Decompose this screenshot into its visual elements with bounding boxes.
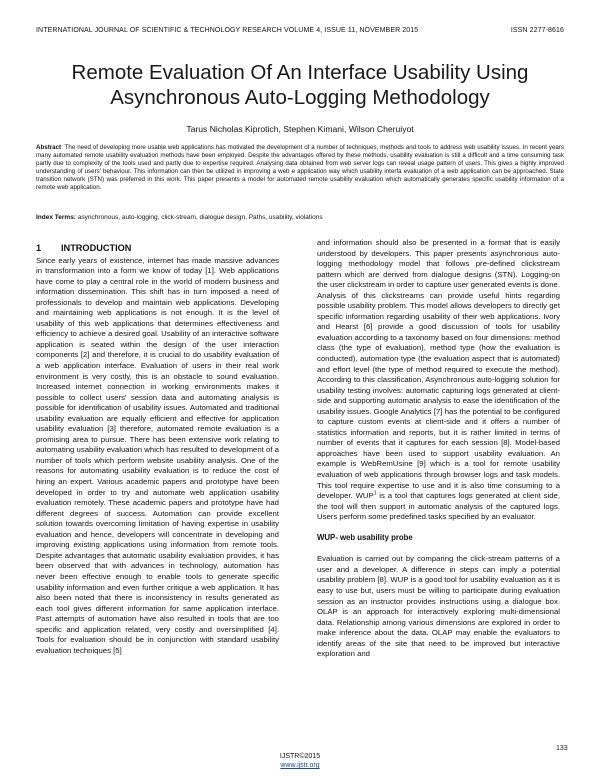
abstract-label: Abstract: [36, 144, 62, 151]
left-column: [36, 243, 279, 656]
journal-header: [36, 27, 564, 34]
title-line-2: Asynchronous Auto-Logging Methodology: [110, 86, 490, 109]
section-title: INTRODUCTION: [61, 243, 132, 253]
section-heading: [36, 243, 279, 254]
section-number: 1: [36, 243, 42, 253]
footnote-marker: 1: [373, 490, 377, 497]
subsection-heading: WUP- web usability probe: [317, 532, 413, 542]
index-terms-text: asynchronous, auto-logging, click-stream, dialogue design, Paths, usability, violations: [75, 214, 323, 221]
right-column: [317, 238, 560, 660]
issn: ISSN 2277-8616: [510, 27, 564, 34]
footer-org: IJSTR©2015: [279, 753, 321, 760]
paper-title: [20, 60, 580, 110]
journal-name: INTERNATIONAL JOURNAL OF SCIENTIFIC & TECHNOLOGY RESEARCH VOLUME 4, ISSUE 11, NOVEMBER 2015: [36, 27, 419, 34]
intro-text-a: and information should also be presented in a format that is easily understood by developers. This paper presents asynchronous auto-logging methodology model that follows pre-defined clickstream pattern which are derived from dialogue designs (STN). Logging-on the user clickstream in order to capture user generated events is done. Analysis of this clickstreams can provide useful hints regarding possible usability problem. This model allows developers to directly get specific information regarding usability of their web applications. Ivory and Hearst [6] provide a good discussion of tools for usability evaluation according to a taxonomy based on four dimensions: method class (the type of evaluation), method type (how the evaluation is conducted), automation type (the evaluation aspect that is automated) and effort level (the type of method required to execute the method). According to this classification, Asynchronous auto-logging solution for usability testing involves: automatic capturing logs generated at client-side and supporting automatic analysis to ease the identification of the usability issues. Google Analytics [7] has the potential to be configured to capture custom events at client-side and it offers a number of statistics information and reports, but it is rather limited in terms of number of events that it captures for each session [8]. Model-based approaches have been used to support usability evaluation. An example is WebRemUsine [9] which is a tool for remote usability evaluation of web applications through browser logs and task models. This tool require expertise to use and it is also time consuming to a developer. WUP: [317, 238, 560, 501]
intro-paragraph-left: Since early years of existence, internet has made massive advances in transformation into a form we know of today [1]. Web applications have come to play a central role in the world of modern business and information dissemination. This shift has in turn imposed a need of professionals to develop and maintain web applications. Developing and maintaining web applications is not enough. It is the level of usability of this web applications that determines effectiveness and efficiency to achieve a desired goal. Usability of an interactive software application is seated within the design of the user interaction components [2] and therefore, it is crucial to do usability evaluation of a web application interface. Evaluation of users in their real work environment is very costly, this is an obstacle to sound evaluation. Increased internet connection in working environments makes it possible to collect users' session data and automating analysis is possible for identification of usability issues. Automated and traditional usability evaluation are equally efficient and effective for application usability evaluation [3] therefore, automated remote evaluation is a promising area to pursue. There has been extensive work relating to automating usability evaluation which has resulted to development of a number of tools which perform website usability analysis. One of the reasons for automating usability evaluation is to reduce the cost of hiring an expert. Various academic papers and prototype have been developed in order to try and automate web application usability evaluation remotely. These academic papers and prototype have had different degrees of success. Automation can provide excellent solution towards overcoming limitation of having expertise in usability evaluation and hence, developers will concentrate in developing and improving existing applications using information from remote tools. Despite advantages that automatic usability evaluation provides, it has been observed that with advances in technology, automation has never been effective enough to enable tools to generate specific usability information and even further critique a web application. It has also been noted that there is inconsistency in results generated as each tool gives different information for same application interface. Past attempts of automation have also resulted in tools that are too specific and application related, very costly and oversimplified [4]. Tools for evaluation should be in conjunction with standard usability evaluation techniques [5]: [36, 255, 279, 655]
index-terms-label: Index Terms:: [36, 214, 76, 221]
authors: Tarus Nicholas Kiprotich, Stephen Kimani, Wilson Cheruiyot: [186, 124, 414, 134]
abstract-text: : The need of developing more usable web applications has motivated the development of a number of techniques, methods and tools to address web usability issues. In recent years many automated remote usability evaluation methods have been employed. Despite the advantages offered by these methods, usability evaluation is still a difficult and a time consuming task partly due to complexity of the tools used and partly due to expertise required. Analysing data obtained from web server logs can reveal usage pattern of users. This gives a highly improved understanding of users' behaviour. This information can then be utilized in improving a web e application way which usability interfa evaluation of a web application can be approached. State transition network (STN) was preferred in this work. This paper presents a model for automated remote usability evaluation which automatically generates specific usability information of a remote web application.: [36, 144, 564, 192]
index-terms: [36, 214, 564, 221]
footer-url-link[interactable]: www.ijstr.org: [280, 762, 320, 769]
page-number: 133: [556, 745, 568, 752]
subsection-paragraph: Evaluation is carried out by comparing the click-stream patterns of a user and a developer. A difference in steps can imply a potential usability problem [8]. WUP is a good tool for usability evaluation as it is easy to use but, users must be willing to participate during evaluation session as an instructor provides instructions using a dialogue box. OLAP is an approach for interactively exploring multi-dimensional data. Relationship among various dimensions are explored in order to make inference about the data. OLAP may enable the evaluators to identify areas of the site that need to be improved but interactive exploration and: [317, 554, 560, 659]
intro-text-b: is a tool that captures logs generated at client side, the tool will then support in automatic analysis of the captured logs. Users perform some predefined tasks specified by an evaluator.: [317, 491, 560, 522]
intro-paragraph-right: [317, 238, 560, 523]
title-line-1: Remote Evaluation Of An Interface Usability Using: [71, 61, 529, 84]
abstract: [36, 144, 564, 192]
page-footer: [0, 752, 600, 770]
